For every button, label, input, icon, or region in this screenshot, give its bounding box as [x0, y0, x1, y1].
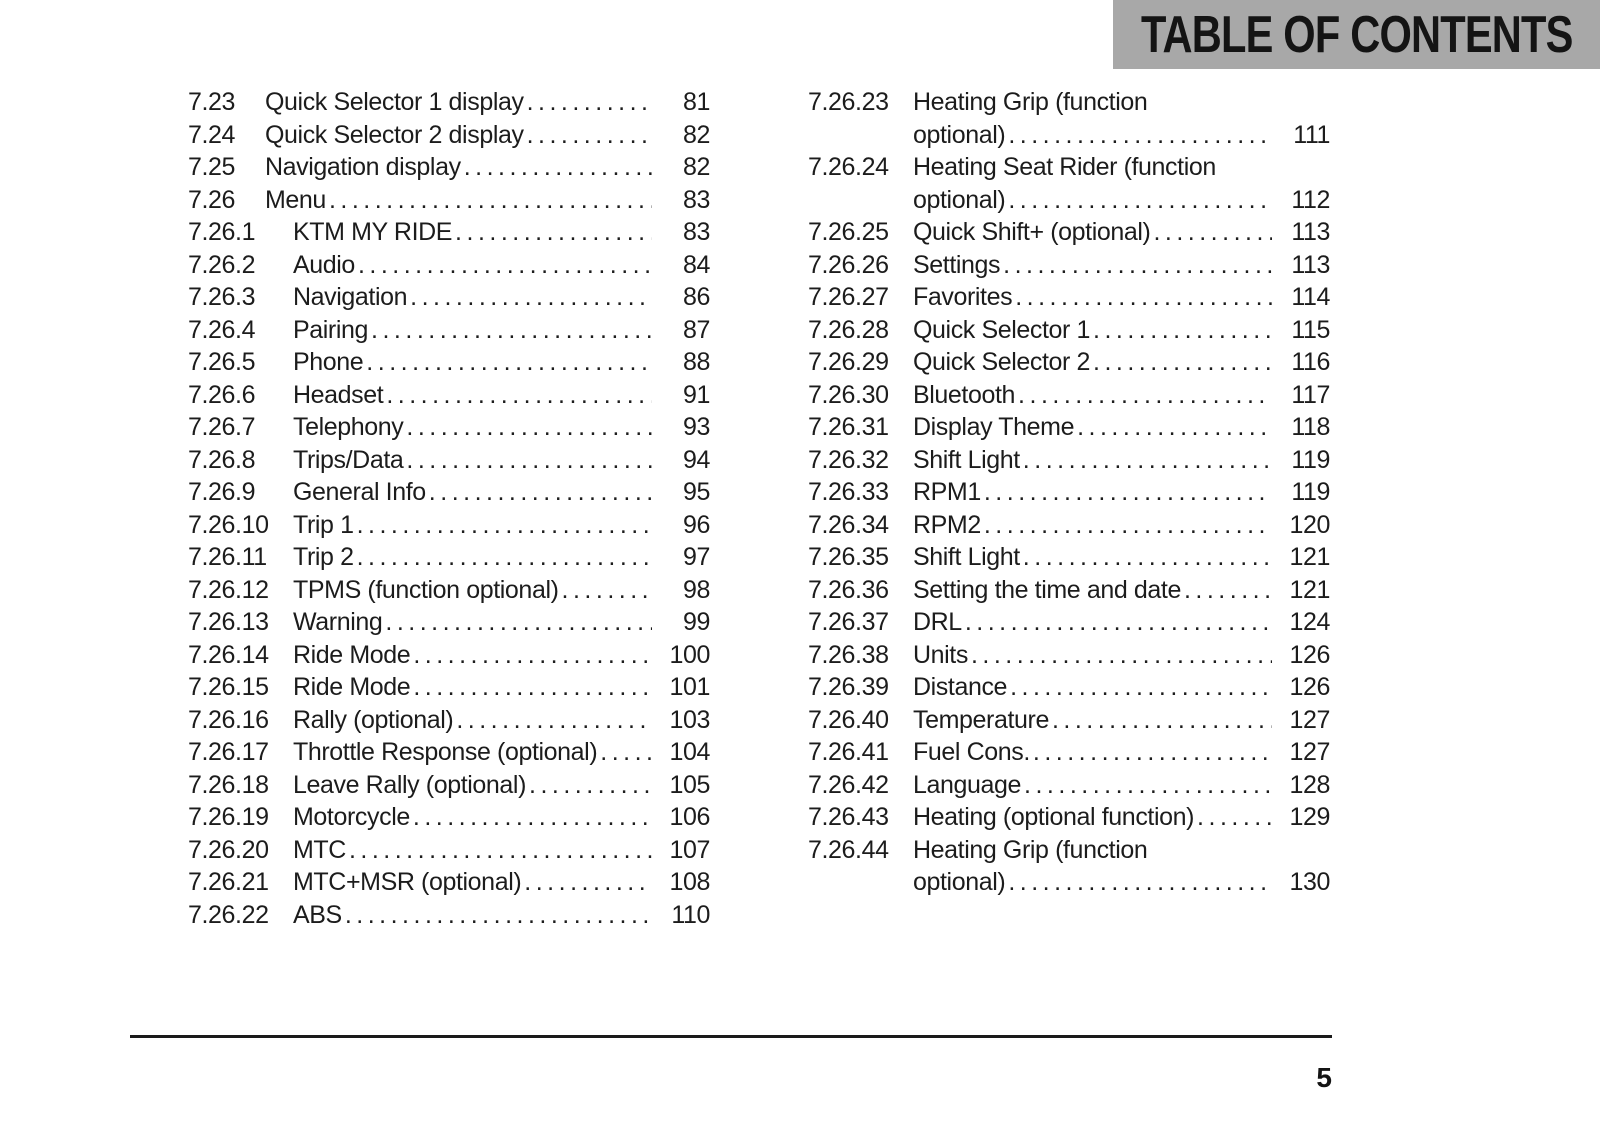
toc-entry-title: Ride Mode: [293, 640, 411, 669]
toc-page-number: 113: [1291, 250, 1330, 279]
toc-dot-leader: [413, 639, 652, 672]
toc-page-number: 108: [669, 868, 710, 896]
toc-page-number: 83: [682, 185, 710, 214]
toc-entry-number: 7.26.32: [808, 445, 889, 474]
toc-dot-leader: [984, 476, 1272, 509]
toc-row: [188, 86, 710, 119]
toc-dot-leader: [1003, 249, 1272, 282]
toc-entry-number: 7.26.14: [188, 640, 269, 669]
toc-entry-title: MTC: [293, 835, 346, 864]
toc-entry-title: Settings: [913, 250, 1001, 279]
toc-entry-number: 7.26.42: [808, 770, 889, 799]
toc-row: [808, 346, 1330, 379]
toc-dot-leader: [329, 184, 652, 217]
toc-entry-number: 7.26.37: [808, 608, 889, 636]
toc-row: [188, 639, 710, 672]
toc-entry-title: DRL: [913, 608, 962, 636]
toc-page-number: 94: [682, 445, 710, 474]
toc-entry-title: RPM1: [913, 478, 981, 506]
toc-page-number: 93: [682, 413, 710, 441]
toc-page-number: 106: [669, 803, 710, 831]
toc-row: [808, 574, 1330, 607]
toc-dot-leader: [406, 411, 652, 444]
toc-row: [188, 834, 710, 867]
toc-entry-title: Bluetooth: [913, 380, 1016, 409]
toc-entry-number: 7.26.35: [808, 543, 889, 571]
toc-page-number: 86: [682, 283, 710, 311]
toc-page-number: 99: [682, 608, 710, 636]
page-title: TABLE OF CONTENTS: [1140, 5, 1573, 64]
toc-page-number: 127: [1289, 738, 1330, 766]
toc-entry-number: 7.26.28: [808, 315, 889, 344]
toc-entry-number: 7.26.15: [188, 673, 269, 701]
toc-dot-leader: [529, 769, 652, 802]
toc-entry-title: Trips/Data: [293, 445, 404, 474]
toc-row: [188, 801, 710, 834]
toc-entry-number: 7.26.39: [808, 673, 889, 701]
toc-row: [188, 574, 710, 607]
toc-entry-number: 7.26.22: [188, 900, 269, 929]
toc-row: [808, 704, 1330, 737]
toc-row: [188, 509, 710, 542]
toc-row: [188, 476, 710, 509]
toc-dot-leader: [1008, 184, 1272, 217]
toc-dot-leader: [965, 606, 1272, 639]
toc-row: [808, 119, 1330, 152]
toc-entry-number: 7.25: [188, 153, 236, 181]
toc-row: [808, 639, 1330, 672]
toc-page-number: 83: [682, 218, 710, 246]
toc-dot-leader: [357, 509, 652, 542]
toc-entry-number: 7.26.7: [188, 413, 256, 441]
toc-dot-leader: [1197, 801, 1272, 834]
toc-page-number: 114: [1291, 283, 1330, 311]
toc-entry-title: optional): [913, 868, 1006, 896]
toc-row: [188, 249, 710, 282]
toc-entry-number: 7.26.1: [188, 218, 256, 246]
toc-entry-title: Heating (optional function): [913, 803, 1195, 831]
toc-page-number: 112: [1291, 185, 1330, 214]
toc-entry-title: Rally (optional): [293, 705, 454, 734]
toc-page-number: 115: [1291, 315, 1330, 344]
toc-page-number: 84: [682, 250, 710, 279]
toc-row: [188, 314, 710, 347]
toc-entry-number: 7.26.43: [808, 803, 889, 831]
toc-entry-title: ABS: [293, 900, 342, 929]
toc-entry-title: Trip 1: [293, 510, 354, 539]
toc-row: [188, 444, 710, 477]
toc-row: [808, 411, 1330, 444]
toc-dot-leader: [527, 119, 652, 152]
toc-entry-number: 7.26.13: [188, 608, 269, 636]
toc-page-number: 95: [682, 478, 710, 506]
toc-page-number: 121: [1289, 543, 1330, 571]
toc-entry-title: Units: [913, 640, 968, 669]
toc-row: [808, 151, 1330, 184]
toc-row: [808, 314, 1330, 347]
toc-dot-leader: [410, 281, 652, 314]
toc-row: [188, 151, 710, 184]
toc-row: [188, 411, 710, 444]
toc-row: [188, 736, 710, 769]
footer-page-number: 5: [1316, 1062, 1332, 1093]
toc-dot-leader: [349, 834, 652, 867]
toc-page-number: 119: [1291, 478, 1330, 506]
toc-page-number: 100: [669, 640, 710, 669]
toc-dot-leader: [455, 216, 652, 249]
toc-entry-number: 7.26.34: [808, 510, 889, 539]
toc-row: [808, 801, 1330, 834]
toc-dot-leader: [1010, 671, 1272, 704]
toc-page-number: 128: [1289, 770, 1330, 799]
toc-page-number: 96: [682, 510, 710, 539]
toc-entry-number: 7.26.8: [188, 445, 256, 474]
toc-entry-number: 7.26.18: [188, 770, 269, 799]
toc-entry-title: Pairing: [293, 315, 369, 344]
toc-entry-title: Shift Light: [913, 445, 1020, 474]
toc-row: [808, 444, 1330, 477]
toc-row: [808, 866, 1330, 899]
toc-entry-title: Heating Grip (function: [913, 835, 1148, 864]
toc-entry-number: 7.26.44: [808, 835, 889, 864]
toc-row: [808, 86, 1330, 119]
toc-row: [188, 379, 710, 412]
toc-page-number: 107: [669, 835, 710, 864]
toc-entry-number: 7.26.11: [188, 543, 267, 571]
toc-row: [188, 119, 710, 152]
toc-entry-number: 7.26.41: [808, 738, 889, 766]
toc-dot-leader: [1093, 346, 1272, 379]
toc-row: [808, 281, 1330, 314]
toc-entry-title: Phone: [293, 348, 364, 376]
toc-row: [188, 704, 710, 737]
toc-row: [188, 899, 710, 932]
toc-entry-title: optional): [913, 120, 1006, 149]
toc-page-number: 110: [671, 900, 710, 929]
toc-entry-title: Setting the time and date: [913, 575, 1181, 604]
toc-page-number: 82: [682, 120, 710, 149]
toc-row: [808, 249, 1330, 282]
toc-dot-leader: [1015, 281, 1272, 314]
toc-entry-title: Display Theme: [913, 413, 1075, 441]
toc-page-number: 120: [1289, 510, 1330, 539]
toc-entry-title: Navigation: [293, 283, 408, 311]
toc-row: [188, 346, 710, 379]
toc-page-number: 126: [1289, 640, 1330, 669]
footer-rule: [130, 1035, 1332, 1038]
toc-row: [808, 769, 1330, 802]
toc-entry-title: TPMS (function optional): [293, 575, 559, 604]
toc-dot-leader: [971, 639, 1272, 672]
toc-column-right: [808, 86, 1330, 899]
toc-dot-leader: [464, 151, 652, 184]
toc-entry-number: 7.26: [188, 185, 236, 214]
toc-dot-leader: [562, 574, 652, 607]
toc-entry-number: 7.26.38: [808, 640, 889, 669]
toc-page-number: 104: [669, 738, 710, 766]
toc-entry-title: Leave Rally (optional): [293, 770, 526, 799]
toc-entry-title: Quick Selector 1: [913, 315, 1091, 344]
toc-entry-title: RPM2: [913, 510, 981, 539]
toc-entry-number: 7.26.2: [188, 250, 256, 279]
table-of-contents-banner: [1113, 0, 1600, 69]
toc-row: [188, 769, 710, 802]
toc-entry-title: Trip 2: [293, 543, 354, 571]
toc-dot-leader: [1153, 216, 1272, 249]
toc-entry-number: 7.26.16: [188, 705, 269, 734]
toc-page-number: 121: [1289, 575, 1330, 604]
toc-page-number: 111: [1293, 120, 1330, 149]
toc-dot-leader: [527, 86, 652, 119]
toc-entry-number: 7.26.19: [188, 803, 269, 831]
toc-entry-number: 7.26.12: [188, 575, 269, 604]
toc-row: [808, 671, 1330, 704]
toc-entry-title: General Info: [293, 478, 426, 506]
toc-page-number: 98: [682, 575, 710, 604]
toc-page-number: 103: [669, 705, 710, 734]
toc-entry-title: Language: [913, 770, 1022, 799]
toc-row: [188, 281, 710, 314]
toc-entry-number: 7.26.9: [188, 478, 256, 506]
toc-entry-title: Heating Seat Rider (function: [913, 153, 1216, 181]
toc-dot-leader: [371, 314, 652, 347]
toc-row: [808, 184, 1330, 217]
toc-entry-title: Quick Selector 2: [913, 348, 1091, 376]
toc-column-left: [188, 86, 710, 931]
toc-row: [188, 866, 710, 899]
toc-dot-leader: [1024, 769, 1272, 802]
toc-entry-number: 7.26.23: [808, 88, 889, 116]
toc-dot-leader: [1052, 704, 1272, 737]
toc-entry-title: Audio: [293, 250, 355, 279]
toc-dot-leader: [1018, 379, 1272, 412]
toc-row: [808, 476, 1330, 509]
toc-page-number: 81: [682, 88, 710, 116]
toc-entry-number: 7.26.21: [188, 868, 269, 896]
toc-entry-title: Quick Selector 2 display: [265, 120, 524, 149]
toc-entry-number: 7.26.25: [808, 218, 889, 246]
toc-page-number: 88: [682, 348, 710, 376]
toc-page-number: 113: [1291, 218, 1330, 246]
toc-entry-title: KTM MY RIDE: [293, 218, 453, 246]
toc-entry-title: Quick Shift+ (optional): [913, 218, 1151, 246]
toc-page-number: 116: [1291, 348, 1330, 376]
toc-entry-title: Favorites: [913, 283, 1013, 311]
toc-dot-leader: [600, 736, 652, 769]
toc-page-number: 87: [682, 315, 710, 344]
toc-entry-title: Motorcycle: [293, 803, 410, 831]
toc-page-number: 82: [682, 153, 710, 181]
toc-entry-title: Telephony: [293, 413, 404, 441]
toc-page-number: 117: [1291, 380, 1330, 409]
toc-dot-leader: [456, 704, 652, 737]
toc-entry-number: 7.26.29: [808, 348, 889, 376]
toc-entry-number: 7.26.5: [188, 348, 256, 376]
toc-entry-title: Throttle Response (optional): [293, 738, 598, 766]
toc-entry-number: 7.26.31: [808, 413, 889, 441]
toc-row: [808, 541, 1330, 574]
toc-entry-title: Temperature: [913, 705, 1049, 734]
toc-row: [808, 606, 1330, 639]
toc-dot-leader: [357, 541, 652, 574]
toc-entry-title: Heating Grip (function: [913, 88, 1148, 116]
toc-dot-leader: [345, 899, 652, 932]
toc-entry-number: 7.26.27: [808, 283, 889, 311]
toc-entry-title: Warning: [293, 608, 383, 636]
toc-dot-leader: [1008, 866, 1272, 899]
toc-dot-leader: [1023, 444, 1272, 477]
toc-dot-leader: [413, 671, 652, 704]
toc-entry-title: Fuel Cons.: [913, 738, 1030, 766]
toc-entry-number: 7.26.20: [188, 835, 269, 864]
toc-row: [808, 379, 1330, 412]
toc-row: [808, 736, 1330, 769]
toc-entry-number: 7.26.17: [188, 738, 269, 766]
toc-entry-title: Distance: [913, 673, 1008, 701]
toc-page-number: 118: [1291, 413, 1330, 441]
toc-dot-leader: [984, 509, 1272, 542]
toc-row: [188, 606, 710, 639]
toc-dot-leader: [1008, 119, 1272, 152]
toc-entry-number: 7.26.3: [188, 283, 256, 311]
toc-dot-leader: [386, 379, 652, 412]
toc-entry-number: 7.26.6: [188, 380, 256, 409]
toc-dot-leader: [385, 606, 652, 639]
toc-page-number: 130: [1289, 868, 1330, 896]
toc-entry-title: Menu: [265, 185, 326, 214]
toc-entry-title: Quick Selector 1 display: [265, 88, 524, 116]
toc-entry-number: 7.26.36: [808, 575, 889, 604]
toc-row: [808, 834, 1330, 867]
toc-entry-title: Headset: [293, 380, 384, 409]
toc-dot-leader: [1023, 541, 1272, 574]
toc-page-number: 101: [669, 673, 710, 701]
toc-entry-number: 7.26.10: [188, 510, 269, 539]
toc-entry-number: 7.23: [188, 88, 236, 116]
toc-dot-leader: [524, 866, 652, 899]
toc-entry-title: Shift Light: [913, 543, 1020, 571]
toc-dot-leader: [1093, 314, 1272, 347]
toc-entry-title: optional): [913, 185, 1006, 214]
toc-row: [188, 216, 710, 249]
toc-page-number: 119: [1291, 445, 1330, 474]
toc-dot-leader: [413, 801, 652, 834]
toc-page-number: 91: [682, 380, 710, 409]
toc-dot-leader: [1184, 574, 1272, 607]
toc-entry-title: Ride Mode: [293, 673, 411, 701]
toc-dot-leader: [1077, 411, 1272, 444]
toc-entry-number: 7.26.40: [808, 705, 889, 734]
toc-page-number: 97: [682, 543, 710, 571]
toc-entry-number: 7.26.26: [808, 250, 889, 279]
toc-page-number: 124: [1289, 608, 1330, 636]
toc-dot-leader: [406, 444, 652, 477]
toc-entry-number: 7.26.24: [808, 153, 889, 181]
toc-page-number: 105: [669, 770, 710, 799]
toc-row: [188, 541, 710, 574]
toc-dot-leader: [429, 476, 652, 509]
toc-page-number: 127: [1289, 705, 1330, 734]
toc-entry-number: 7.26.30: [808, 380, 889, 409]
toc-row: [808, 216, 1330, 249]
toc-entry-number: 7.26.33: [808, 478, 889, 506]
toc-entry-title: Navigation display: [265, 153, 461, 181]
toc-page-number: 129: [1289, 803, 1330, 831]
toc-dot-leader: [358, 249, 652, 282]
toc-row: [808, 509, 1330, 542]
toc-dot-leader: [366, 346, 652, 379]
toc-page-number: 126: [1289, 673, 1330, 701]
toc-row: [188, 671, 710, 704]
toc-entry-number: 7.26.4: [188, 315, 256, 344]
toc-row: [188, 184, 710, 217]
toc-dot-leader: [1033, 736, 1272, 769]
toc-entry-title: MTC+MSR (optional): [293, 868, 522, 896]
toc-entry-number: 7.24: [188, 120, 236, 149]
